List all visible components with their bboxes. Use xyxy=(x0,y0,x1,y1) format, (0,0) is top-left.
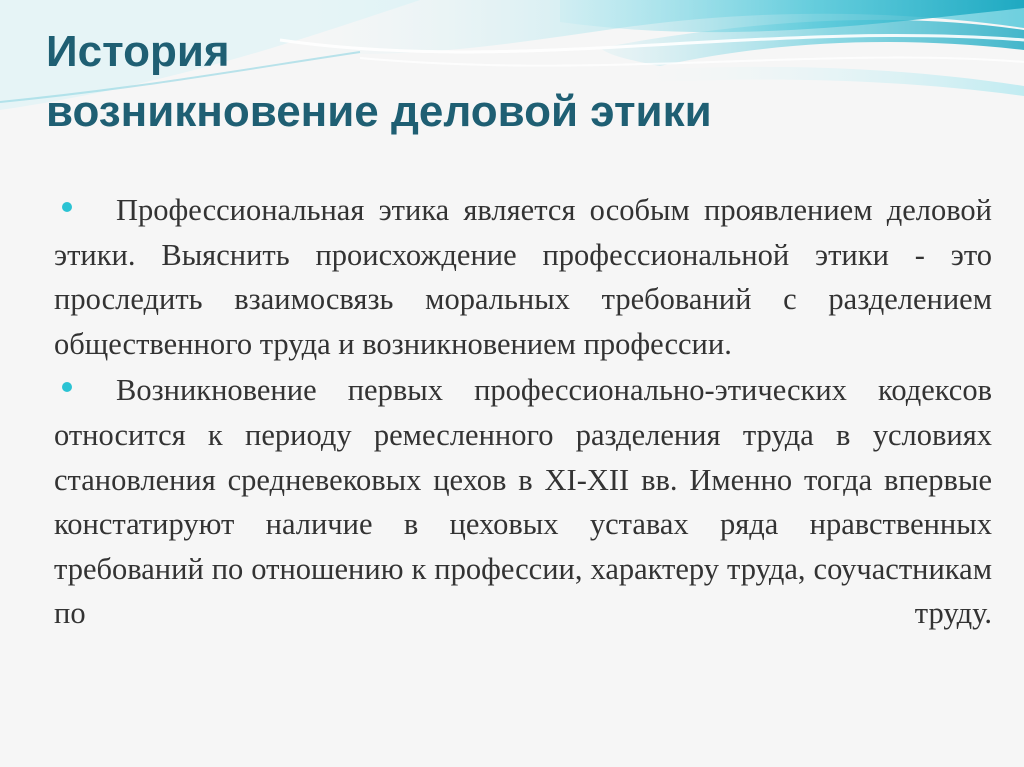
slide-title-line-2: возникновение деловой этики xyxy=(46,87,712,136)
bullet-dot-icon xyxy=(62,202,72,212)
bullet-text-2: Возникновение первых профессионально-этических кодексов относится к периоду ремесленного разделения труда в условиях становления средневековых цехов в XI-XII вв. Именно тогда впервые констатируют наличие в цеховых уставах ряда нравственных требований по отношению к профессии, характеру труда, соучастникам по труду. xyxy=(54,373,992,631)
bullet-list xyxy=(54,188,992,638)
bullet-item-2 xyxy=(54,368,992,636)
bullet-text-1: Профессиональная этика является особым проявлением деловой этики. Выяснить происхождение профессиональной этики - это проследить взаимосвязь моральных требований с разделением общественного труда и возникновением профессии. xyxy=(54,193,992,361)
slide-title xyxy=(46,22,996,142)
slide-title-line-1: История xyxy=(46,27,230,76)
bullet-item-1 xyxy=(54,188,992,366)
